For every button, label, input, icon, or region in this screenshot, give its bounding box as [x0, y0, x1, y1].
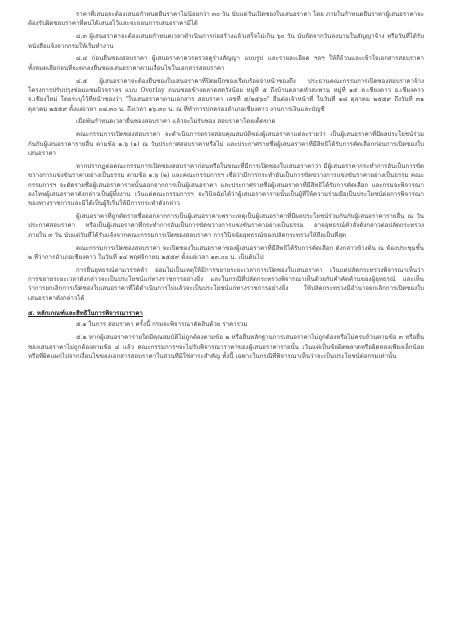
paragraph-4-5-submission: ๔.๕ ผู้เสนอราคาจะต้องยื่นซองใบเสนอราคาที่ปิดผนึกซองเรียบร้อยจ่าหน้าซองถึง ประธานคณะกรรมการเปิดซองสอบราคาจ้างโครงการปรับปรุงซ่อมแซมผิวจราจร แบบ Overlay ถนนซอยข้างตลาดสดวังน้อย หมู่ที่ ๕ ถึงบ้านตลาดหัวสะพาน หมู่ที่ ๑๕ ต.เชียงคาว อ.เชียงคาว จ.เชียงใหม่ โดยระบุไว้ที่หน้าซองว่า "ใบเสนอราคาตามเอกสาร สอบราคา เลขที่ ๕/๒๕๖๐" ยื่นต่อเจ้าหน้าที่ ในวันที่ ๑๘ ตุลาคม ๒๕๕๙ ถึงวันที่ ๓๑ ตุลาคม ๒๕๕๙ ตั้งแต่เวลา ๐๘.๓๐ น. ถึงเวลา ๑๖.๓๐ น. ณ ที่ทำการปกครองอำเภอเชียงคาว งานการเงินและบัญชี — [28, 77, 426, 113]
paragraph-opening-schedule: คณะกรรมการเปิดซองสอบราคา จะเปิดซองใบเสนอราคาของผู้เสนอราคาที่มีสิทธิได้รับการคัดเลือก ดังกล่าวข้างต้น ณ ห้องประชุมชั้น ๒ ที่ว่าการอำเภอเชียงคาว ในวันที่ ๑๔ พฤศจิกายน ๒๕๕๙ ตั้งแต่เวลา ๑๓.๐๐ น. เป็นต้นไป — [28, 244, 426, 261]
paragraph-qualification-check: คณะกรรมการเปิดซองสอบราคา จะดำเนินการตรวจสอบคุณสมบัติของผู้เสนอราคาแต่ละรายว่า เป็นผู้เสนอราคาที่มีผลประโยชน์ร่วมกันกับผู้เสนอราคารายอื่น ตามข้อ ๑.๖ (๑) ณ วันประกาศสอบราคาหรือไม่ และประกาศรายชื่อผู้เสนอราคาที่มีสิทธิได้รับการคัดเลือกก่อนการเปิดซองใบเสนอราคา — [28, 131, 424, 157]
paragraph-5-1: ๕.๑ ในการ สอบราคา ครั้งนี้ กรมจะพิจารณาตัดสินด้วย ราคารวม — [76, 321, 248, 329]
paragraph-4-3-completion-time: ๔.๓ ผู้เสนอราคาจะต้องเสนอกำหนดเวลาดำเนินการก่อสร้างแล้วเสร็จไม่เกิน ๖๐ วัน นับถัดจากวันลงนามในสัญญาจ้าง หรือวันที่ได้รับหนังสือแจ้งจากกรมให้เริ่มทำงาน — [28, 33, 424, 50]
paragraph-appeal: ผู้เสนอราคาที่ถูกตัดรายชื่อออกจากการเป็นผู้เสนอราคาเพราะเหตุเป็นผู้เสนอราคาที่มีผลประโยชน์ร่วมกันกับผู้เสนอราคารายอื่น ณ วันประกาศสอบราคา หรือเป็นผู้เสนอราคาที่กระทำการอันเป็นการขัดขวางการแข่งขันราคาอย่างเป็นธรรม อาจอุทธรณ์คำสั่งดังกล่าวต่อปลัดกระทรวงภายใน ๓ วัน นับแต่วันที่ได้รับแจ้งจากคณะกรรมการเปิดซองสอบราคา การวินิจฉัยอุทธรณ์ของปลัดกระทรวงให้ถือเป็นที่สุด — [28, 213, 424, 239]
paragraph-collusion: หากปรากฏต่อคณะกรรมการเปิดซองสอบราคาก่อนหรือในขณะที่มีการเปิดซองใบเสนอราคาว่า มีผู้เสนอราคากระทำการอันเป็นการขัดขวางการแข่งขันราคาอย่างเป็นธรรม ตามข้อ ๑.๖ (๒) และคณะกรรมการฯ เชื่อว่ามีการกระทำอันเป็นการขัดขวางการแข่งขันราคาอย่างเป็นธรรม คณะกรรมการฯ จะตัดรายชื่อผู้เสนอราคารายนั้นออกจากการเป็นผู้เสนอราคา และประกาศรายชื่อผู้เสนอราคาที่มีสิทธิได้รับการคัดเลือก และกรมจะพิจารณาลงโทษผู้เสนอราคาดังกล่าวเป็นผู้ทิ้งงาน เว้นแต่คณะกรรมการฯ จะวินิจฉัยได้ว่าผู้เสนอราคารายนั้นเป็นผู้ที่ให้ความร่วมมือเป็นประโยชน์ต่อการพิจารณาของทางราชการและมิได้เป็นผู้ริเริ่มให้มีการกระทำดังกล่าว — [28, 162, 424, 208]
section-heading-5: ๕. หลักเกณฑ์และสิทธิในการพิจารณาราคา — [28, 310, 143, 318]
paragraph-4-4-review-documents: ๔.๔ ก่อนยื่นซองสอบราคา ผู้เสนอราคาควรตรวจดูร่างสัญญา แบบรูป และรายละเอียด ฯลฯ ให้ถี่ถ้วนและเข้าใจเอกสารสอบราคา ทั้งหมดเสียก่อนที่จะตกลงยื่นซองเสนอราคาตามเงื่อนไขในเอกสารสอบราคา — [28, 55, 426, 72]
document-body — [28, 10, 424, 365]
paragraph-5-2: ๕.๒ หากผู้เสนอราคารายใดมีคุณสมบัติไม่ถูกต้องตามข้อ ๒ หรือยื่นหลักฐานการเสนอราคาไม่ถูกต้องหรือไม่ครบถ้วนตามข้อ ๓ หรือยื่นซองเสนอราคาไม่ถูกต้องตามข้อ ๔ แล้ว คณะกรรมการฯจะไม่รับพิจารณาราคาของผู้เสนอราคารายนั้น เว้นแต่เป็นข้อผิดพลาดหรือผิดหลงเพียงเล็กน้อย หรือที่ผิดแผกไปจากเงื่อนไขของเอกสารสอบราคาในส่วนที่มิใช่สาระสำคัญ ทั้งนี้ เฉพาะในกรณีที่พิจารณาเห็นว่าจะเป็นประโยชน์ต่อกรมเท่านั้น — [28, 334, 426, 360]
paragraph-price-validity: ราคาที่เสนอจะต้องเสนอกำหนดยืนราคาไม่น้อยกว่า ๓๐ วัน นับแต่วันเปิดซองใบเสนอราคา โดย ภายในกำหนดยืนราคาผู้เสนอราคาจะต้องรับผิดชอบราคาที่ตนได้เสนอไว้และจะถอนการเสนอราคามิได้ — [28, 11, 424, 28]
paragraph-late-submission: เมื่อพ้นกำหนดเวลายื่นซองสอบราคา แล้วจะไม่รับซอง สอบราคาโดยเด็ดขาด — [76, 118, 276, 126]
paragraph-appeal-extension: การยื่นอุทธรณ์ตามวรรคห้า ย่อมไม่เป็นเหตุให้มีการขยายระยะเวลาการเปิดซองใบเสนอราคา เว้นแต่ปลัดกระทรวงพิจารณาเห็นว่า การขยายระยะเวลาดังกล่าวจะเป็นประโยชน์แก่ทางราชการอย่างยิ่ง และในกรณีที่ปลัดกระทรวงพิจารณาเห็นด้วยกับคำคัดค้านของผู้อุทธรณ์ และเห็นว่าการยกเลิกการเปิดซองใบเสนอราคาที่ได้ดำเนินการไปแล้วจะเป็นประโยชน์แก่ทางราชการอย่างยิ่ง ให้ปลัดกระทรวงมีอำนาจยกเลิกการเปิดซองใบเสนอราคาดังกล่าวได้ — [28, 266, 426, 302]
